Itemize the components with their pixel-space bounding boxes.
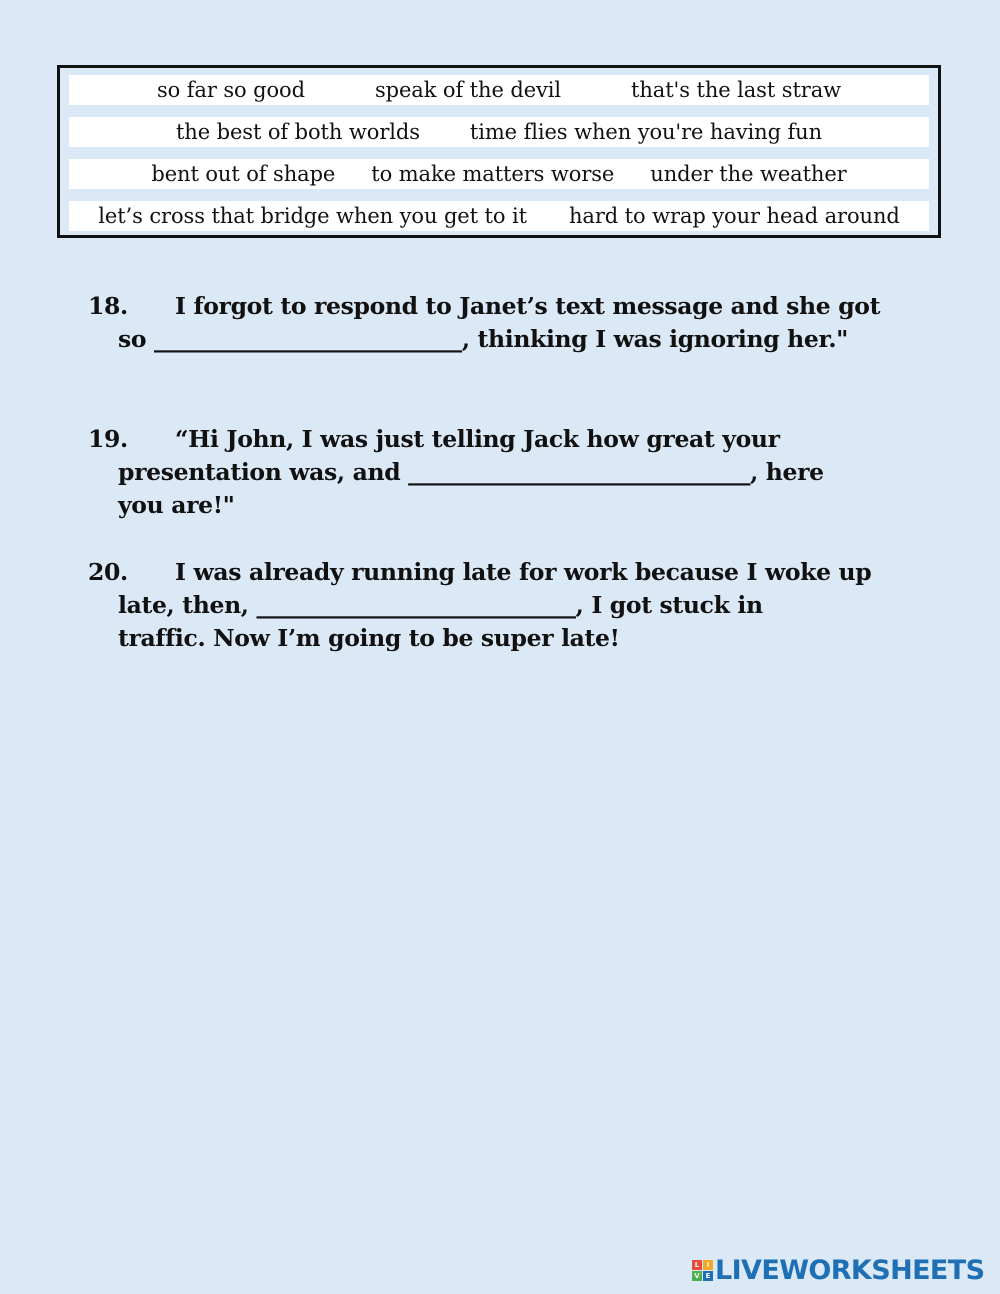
question-number: 18. xyxy=(88,292,128,320)
question-line xyxy=(88,423,948,456)
question-text: I forgot to respond to Janet’s text message and she got xyxy=(175,292,881,320)
word-bank-phrase: to make matters worse xyxy=(371,162,615,186)
question-number: 20. xyxy=(88,558,128,586)
word-bank-box xyxy=(57,65,941,238)
question-number: 19. xyxy=(88,425,128,453)
logo-mark-letter: I xyxy=(703,1260,713,1270)
liveworksheets-logo[interactable] xyxy=(692,1255,984,1285)
question-line: traffic. Now I’m going to be super late! xyxy=(118,624,620,652)
word-bank-phrase: under the weather xyxy=(650,162,847,186)
word-bank-phrase: time flies when you're having fun xyxy=(469,120,823,144)
question-19 xyxy=(88,423,948,522)
word-bank-phrase: speak of the devil xyxy=(374,78,562,102)
question-20 xyxy=(88,556,948,655)
question-line: so ___________________________, thinking I was ignoring her." xyxy=(118,325,849,353)
question-line: presentation was, and ______________________________, here xyxy=(118,458,824,486)
question-text: “Hi John, I was just telling Jack how great your xyxy=(175,425,780,453)
word-bank-row xyxy=(69,159,929,189)
logo-mark-letter: V xyxy=(692,1271,702,1281)
logo-mark-icon xyxy=(692,1260,713,1281)
question-line xyxy=(88,556,948,589)
question-18 xyxy=(88,290,948,356)
question-line: you are!" xyxy=(118,491,235,519)
word-bank-phrase: bent out of shape xyxy=(151,162,336,186)
word-bank-phrase: hard to wrap your head around xyxy=(568,204,900,228)
logo-mark-letter: L xyxy=(692,1260,702,1270)
question-text: I was already running late for work because I woke up xyxy=(175,558,872,586)
word-bank-phrase: so far so good xyxy=(156,78,305,102)
question-line xyxy=(88,290,948,323)
word-bank-phrase: that's the last straw xyxy=(631,78,842,102)
word-bank-row xyxy=(69,75,929,105)
word-bank-phrase: the best of both worlds xyxy=(175,120,420,144)
question-line: late, then, ____________________________, I got stuck in xyxy=(118,591,763,619)
logo-mark-letter: E xyxy=(703,1271,713,1281)
word-bank-row xyxy=(69,201,929,231)
logo-text: LIVEWORKSHEETS xyxy=(715,1254,985,1286)
word-bank-phrase: let’s cross that bridge when you get to it xyxy=(98,204,527,228)
word-bank-row xyxy=(69,117,929,147)
